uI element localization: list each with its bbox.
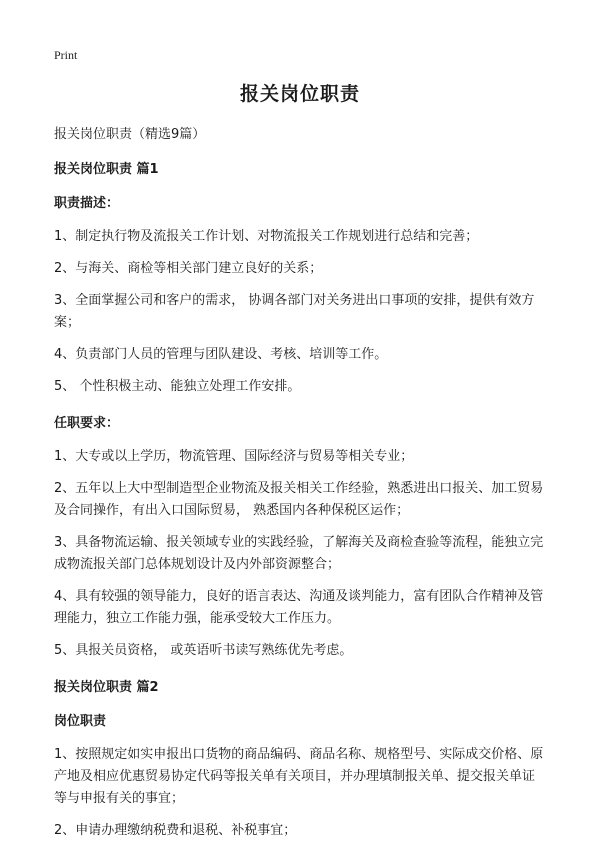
duties-heading-part2: 岗位职责 xyxy=(54,714,107,729)
page-title: 报关岗位职责 xyxy=(239,83,360,105)
duty-item: 2、申请办理缴纳税费和退税、补税事宜； xyxy=(54,823,297,838)
duty-item: 1、按照规定如实申报出口货物的商品编码、商品名称、规格型号、实际成交价格、原产地及相应优惠贸易协定代码等报关单有关项目，并办理填制报关单、提交报关单证等与申报有关的事宜； xyxy=(54,747,544,806)
duty-item: 5、 个性积极主动、能独立处理工作安排。 xyxy=(54,379,301,394)
requirement-item: 4、具有较强的领导能力，良好的语言表达、沟通及谈判能力，富有团队合作精神及管理能力，独立工作能力强，能承受较大工作压力。 xyxy=(54,589,544,626)
duty-item: 2、与海关、商检等相关部门建立良好的关系； xyxy=(54,261,323,276)
duty-item: 3、全面掌握公司和客户的需求， 协调各部门对关务进出口事项的安排，提供有效方案； xyxy=(54,293,535,330)
duty-item: 4、负责部门人员的管理与团队建设、考核、培训等工作。 xyxy=(54,347,388,362)
section-heading-part2: 报关岗位职责 篇2 xyxy=(54,680,159,695)
requirement-item: 5、具报关员资格， 或英语听书读写熟练优先考虑。 xyxy=(54,643,353,658)
document-subtitle: 报关岗位职责（精选9篇） xyxy=(54,127,206,142)
duties-heading-part1: 职责描述： xyxy=(54,196,120,211)
print-link[interactable]: Print xyxy=(54,48,78,62)
duty-item: 1、制定执行物及流报关工作计划、对物流报关工作规划进行总结和完善； xyxy=(54,229,479,244)
requirement-item: 3、具备物流运输、报关领域专业的实践经验，了解海关及商检查验等流程，能独立完成物流报关部门总体规划设计及内外部资源整合； xyxy=(54,535,544,572)
requirement-item: 2、五年以上大中型制造型企业物流及报关相关工作经验，熟悉进出口报关、加工贸易及合同操作，有出入口国际贸易， 熟悉国内各种保税区运作； xyxy=(54,481,544,518)
requirements-heading-part1: 任职要求： xyxy=(54,416,120,431)
requirement-item: 1、大专或以上学历，物流管理、国际经济与贸易等相关专业； xyxy=(54,449,414,464)
section-heading-part1: 报关岗位职责 篇1 xyxy=(54,162,159,177)
